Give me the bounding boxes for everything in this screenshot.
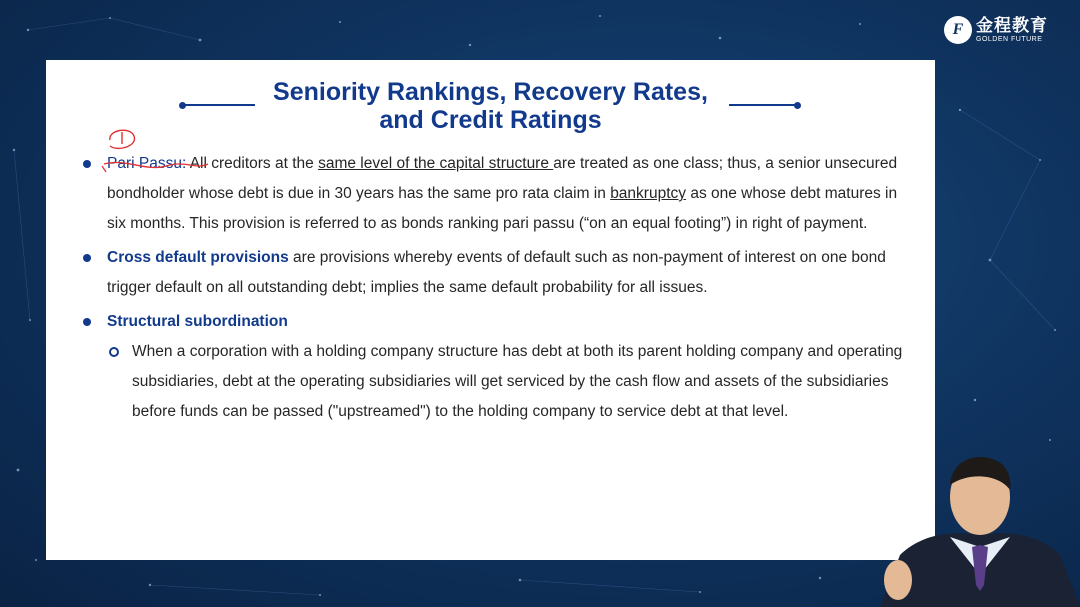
bullet-cross-default [79, 243, 909, 303]
presenter-video [880, 435, 1080, 607]
logo-emblem: F [944, 16, 972, 44]
bullet1-underlined-bankruptcy: bankruptcy [610, 185, 687, 202]
slide-panel [46, 60, 935, 560]
brand-logo [944, 16, 1048, 44]
slide-body [79, 149, 909, 427]
slide-title-line2: and Credit Ratings [379, 106, 602, 134]
term-cross-default: Cross default provisions [107, 249, 289, 266]
bullet1-text-c: as one whose debt matures in six months. This provision is referred to as bonds ranking pari passu (“on an equal footing”) in right of payment. [107, 185, 898, 232]
bullet1-text-b: are treated as one class; thus, a senior unsecured bondholder whose debt is due in 30 years has the same pro rata claim in [107, 155, 898, 202]
bullet-pari-passu [79, 149, 909, 239]
sub-bullet-holding-company [79, 337, 909, 427]
logo-english-name: GOLDEN FUTURE [976, 36, 1043, 43]
bullet2-text: are provisions whereby events of default such as non-payment of interest on one bond trigger default on all outstanding debt; implies the same default probability for all issues. [107, 249, 886, 296]
bullet-structural-subordination [79, 307, 909, 337]
sub-bullet-marker [109, 347, 119, 357]
sub-bullet-text: When a corporation with a holding company structure has debt at both its parent holding company and operating subsidiaries, debt at the operating subsidiaries will get serviced by the cash flow and assets of the subsidiaries before funds can be passed ("upstreamed") to the holding company to service debt at that level. [132, 343, 903, 420]
bullet1-text-a: All creditors at the [186, 155, 319, 172]
slide-title-line1: Seniority Rankings, Recovery Rates, [273, 78, 708, 106]
logo-chinese-name: 金程教育 [976, 16, 1048, 35]
term-structural-subordination: Structural subordination [107, 313, 288, 330]
term-pari-passu: Pari Passu: [107, 155, 187, 172]
bullet1-underlined-phrase: same level of the capital structure [318, 155, 554, 172]
